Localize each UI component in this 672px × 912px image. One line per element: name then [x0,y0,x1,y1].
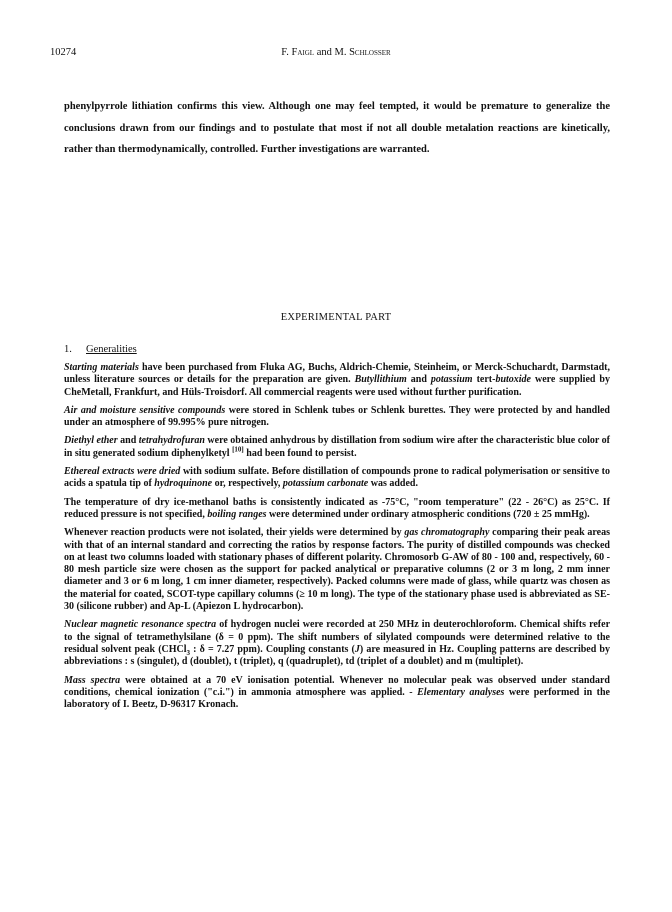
term: hydroquinone [154,478,213,490]
term: Diethyl ether [64,435,118,447]
term: butoxide [495,374,531,386]
page-header [0,47,672,63]
term: Butyllithium [354,374,407,386]
text: tert- [472,374,496,386]
text: Whenever reaction products were not isolated, their yields were determined by [64,527,405,539]
intro-paragraph: phenylpyrrole lithiation confirms this view. Although one may feel tempted, it would be premature to generalize the conclusions drawn from our findings and to postulate that most if not all double metalation reactions are kinetically, rather than thermodynamically, controlled. Further investigations are warranted. [64,101,610,155]
author-1: F. Faigl [281,47,315,58]
text: were obtained anhydrous by distillation from sodium wire after the characteristic blue color of in situ generated sodium diphenylketyl [64,435,611,459]
text: The temperature of dry ice-methanol baths is consistently indicated as -75°C, "room temperature" (22 - 26°C) as 25°C. If reduced pressure is not specified, [64,496,610,520]
term: Air and moisture sensitive compounds [64,404,226,416]
subsection-number: 1. [64,344,72,355]
term: tetrahydrofuran [138,435,205,447]
term: potassium carbonate [282,478,369,490]
term: Nuclear magnetic resonance spectra [64,619,217,631]
text: have been purchased from Fluka AG, Buchs, Aldrich-Chemie, Steinheim, or Merck-Schuchardt, Darmstadt, unless literature sources or details for the preparation are given. [64,362,611,386]
text: was added. [368,478,418,490]
text: : δ = 7.27 ppm). Coupling constants ( [190,643,355,655]
text: were obtained at a 70 eV ionisation potential. Whenever no molecular peak was observed under standard conditions, chemical ionization ("c.i.") in ammonia atmosphere was applied. - [64,674,610,698]
body-text [64,362,610,717]
paragraph-sensitive-compounds [64,405,610,430]
text: of hydrogen nuclei were recorded at 250 MHz in deuterochloroform. Chemical shifts refer to the signal of tetramethylsilane (δ = 0 ppm). The shift numbers of silylated compounds were determined relative to the residual solvent peak (CHCl [64,619,611,655]
term: Mass spectra [64,674,121,686]
term: Starting materials [64,362,139,373]
term: Ethereal extracts were dried [64,466,181,478]
text: or, respectively, [212,478,283,490]
subsection-heading [64,344,137,355]
term: boiling ranges [207,508,267,520]
text: were performed in the laboratory of I. Beetz, D-96317 Kronach. [64,686,610,711]
term: J [354,643,360,655]
running-head [0,47,672,58]
reference-marker: [10] [232,445,244,454]
text: had been found to persist. [243,447,357,459]
text: with sodium sulfate. Before distillation of compounds prone to radical polymerisation or sensitive to acids a spatula tip of [64,466,610,490]
subsection-title: Generalities [86,344,137,355]
text: ) are measured in Hz. Coupling patterns are described by abbreviations : s (singulet), d (doublet), t (triplet), q (quadruplet), td (triplet of a doublet) and m (multiplet). [64,643,610,668]
text: were supplied by CheMetall, Frankfurt, and Hüls-Troisdorf. All commercial reagents were used without further purification. [64,374,610,398]
paragraph-temperature [64,497,610,522]
paragraph-nmr [64,619,610,668]
author-conjunction: and [316,47,332,58]
paragraph-starting-materials [64,362,610,399]
text: and [406,374,431,386]
term: Elementary analyses [417,686,505,698]
text: were stored in Schlenk tubes or Schlenk burettes. They were protected by and handled under an atmosphere of 99.995% pure nitrogen. [64,404,610,429]
term: gas chromatography [404,527,490,539]
section-title: EXPERIMENTAL PART [280,312,392,323]
paragraph-gas-chromatography [64,527,610,613]
author-2: M. Schlosser [334,47,391,58]
paragraph-solvents [64,435,610,460]
page-number: 10274 [50,47,77,58]
text: comparing their peak areas with that of an internal standard and correcting the ratios by response factors. The purity of distilled compounds was checked on at least two columns loaded with stationary phases of different polarity. Chromosorb G-AW of 80 - 100 and, respectively, 60 - 80 mesh particle size were chosen as the support for packed analytical or preparative columns (2 or 3 m long, 2 mm inner diameter and 3 or 6 m long, 1 cm inner diameter, respectively). Packed columns were made of glass, while quartz was chosen as the material for coated, SCOT-type capillary columns (≥ 10 m long). The type of the stationary phase used is abbreviated as SE-30 (silicone rubber) and Ap-L (Apiezon L hydrocarbon). [64,527,611,613]
paragraph-mass-spectra [64,675,610,712]
text: were determined under ordinary atmospheric conditions (720 ± 25 mmHg). [266,508,590,520]
subscript: 3 [186,648,191,657]
term: potassium [430,374,473,386]
paragraph-extracts [64,466,610,491]
text: and [117,435,139,447]
